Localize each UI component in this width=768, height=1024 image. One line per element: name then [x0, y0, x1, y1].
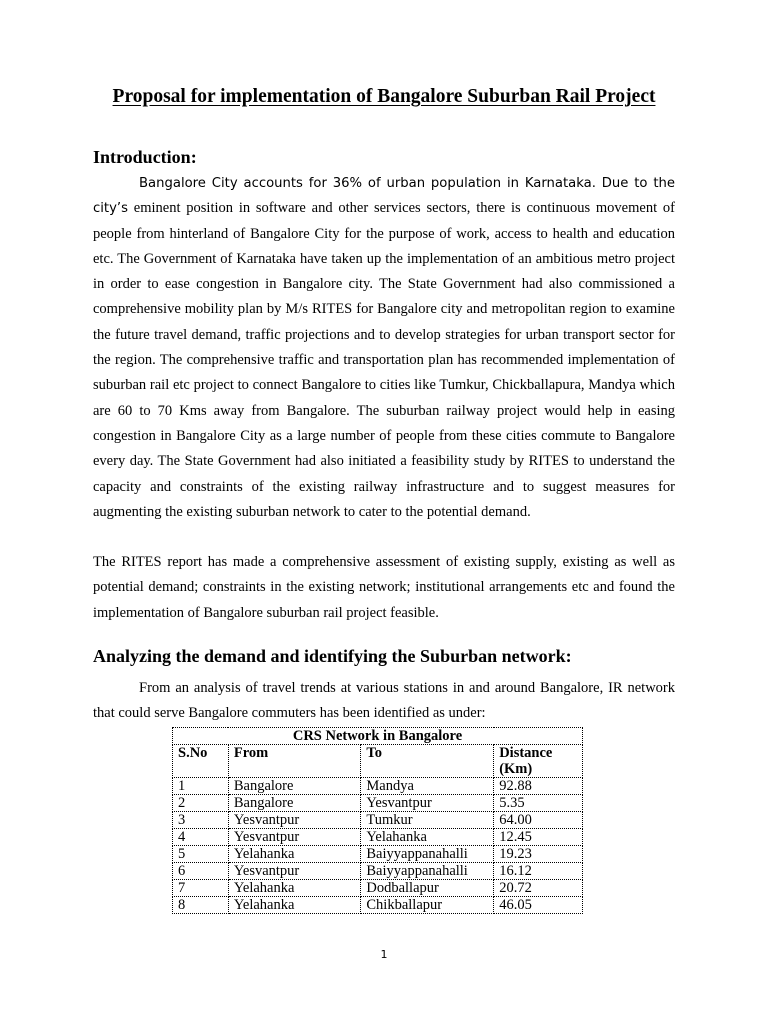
header-from: From: [228, 745, 361, 778]
table-row: [173, 863, 583, 880]
header-distance: Distance (Km): [494, 745, 583, 778]
cell-to: Dodballapur: [361, 880, 494, 897]
introduction-lead-sentence: Bangalore City accounts for 36% of urban population in Karnataka. Due to the city’s: [93, 176, 675, 217]
table-row: [173, 812, 583, 829]
cell-to: Tumkur: [361, 812, 494, 829]
cell-sno: 4: [173, 829, 229, 846]
cell-sno: 3: [173, 812, 229, 829]
cell-distance: 92.88: [494, 778, 583, 795]
introduction-body: eminent position in software and other services sectors, there is continuous movement of people from hinterland of Bangalore City for the purpose of work, access to health and education etc. The Government of Karnataka have taken up the implementation of an ambitious metro project in order to ease congestion in Bangalore city. The State Government had also commissioned a comprehensive mobility plan by M/s RITES for Bangalore city and metropolitan region to examine the future travel demand, traffic projections and to develop strategies for urban transport sector for the region. The comprehensive traffic and transportation plan has recommended implementation of suburban rail etc project to connect Bangalore to cities like Tumkur, Chickballapura, Mandya which are 60 to 70 Kms away from Bangalore. The suburban railway project would help in easing congestion in Bangalore City as a large number of people from these cities commute to Bangalore every day. The State Government had also initiated a feasibility study by RITES to understand the capacity and constraints of the existing railway infrastructure and to suggest measures for augmenting the existing suburban network to cater to the potential demand.: [93, 200, 675, 520]
cell-distance: 5.35: [494, 795, 583, 812]
table-caption: CRS Network in Bangalore: [173, 728, 583, 745]
crs-network-table: [172, 727, 583, 914]
document-title: Proposal for implementation of Bangalore Suburban Rail Project: [112, 86, 656, 107]
table-row: [173, 897, 583, 914]
page-number: 1: [380, 948, 388, 961]
cell-sno: 7: [173, 880, 229, 897]
cell-sno: 2: [173, 795, 229, 812]
table-row: [173, 846, 583, 863]
cell-distance: 12.45: [494, 829, 583, 846]
table-caption-row: [173, 728, 583, 745]
header-to: To: [361, 745, 494, 778]
table-header-row: [173, 745, 583, 778]
cell-distance: 64.00: [494, 812, 583, 829]
cell-sno: 1: [173, 778, 229, 795]
table-row: [173, 795, 583, 812]
table-row: [173, 880, 583, 897]
cell-distance: 20.72: [494, 880, 583, 897]
cell-sno: 8: [173, 897, 229, 914]
cell-to: Yesvantpur: [361, 795, 494, 812]
analysis-text: From an analysis of travel trends at various stations in and around Bangalore, IR network that could serve Bangalore commuters has been identified as under:: [93, 680, 675, 722]
introduction-paragraph-1: [93, 171, 675, 525]
header-sno: S.No: [173, 745, 229, 778]
cell-from: Yesvantpur: [228, 812, 361, 829]
cell-distance: 46.05: [494, 897, 583, 914]
cell-to: Chikballapur: [361, 897, 494, 914]
cell-from: Yelahanka: [228, 880, 361, 897]
analysis-heading: Analyzing the demand and identifying the Suburban network:: [93, 646, 572, 666]
cell-from: Yesvantpur: [228, 863, 361, 880]
cell-distance: 19.23: [494, 846, 583, 863]
cell-to: Mandya: [361, 778, 494, 795]
introduction-paragraph-2: The RITES report has made a comprehensive assessment of existing supply, existing as well as potential demand; constraints in the existing network; institutional arrangements etc and found the implementation of Bangalore suburban rail project feasible.: [93, 554, 675, 621]
cell-to: Baiyyappanahalli: [361, 846, 494, 863]
cell-from: Yelahanka: [228, 846, 361, 863]
cell-sno: 6: [173, 863, 229, 880]
table-row: [173, 829, 583, 846]
cell-from: Yesvantpur: [228, 829, 361, 846]
cell-sno: 5: [173, 846, 229, 863]
cell-from: Bangalore: [228, 778, 361, 795]
cell-from: Bangalore: [228, 795, 361, 812]
introduction-heading: Introduction:: [93, 147, 197, 167]
cell-from: Yelahanka: [228, 897, 361, 914]
analysis-paragraph: [93, 676, 675, 727]
table-row: [173, 778, 583, 795]
cell-to: Yelahanka: [361, 829, 494, 846]
cell-to: Baiyyappanahalli: [361, 863, 494, 880]
cell-distance: 16.12: [494, 863, 583, 880]
